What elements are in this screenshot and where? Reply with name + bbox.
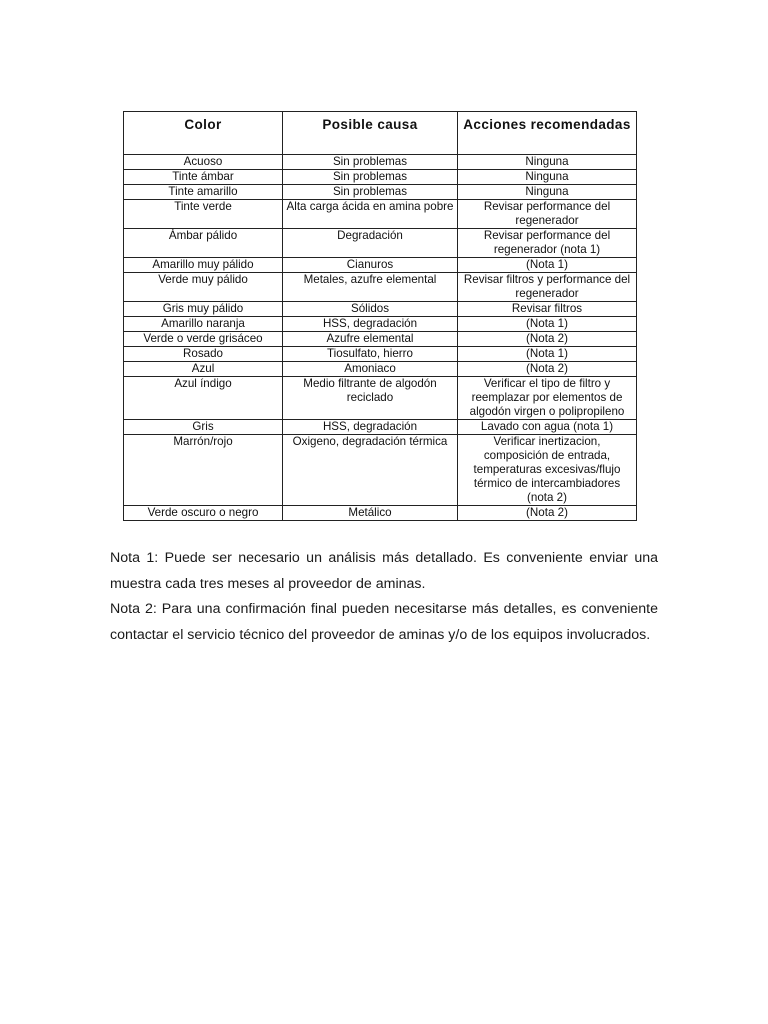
cell-color: Gris muy pálido	[124, 302, 283, 317]
table-row	[124, 170, 637, 185]
cell-cause: Degradación	[283, 229, 458, 258]
table-row	[124, 302, 637, 317]
table-row	[124, 377, 637, 420]
header-possible-cause: Posible causa	[283, 112, 458, 155]
table-row	[124, 273, 637, 302]
cell-cause: HSS, degradación	[283, 317, 458, 332]
table-row	[124, 200, 637, 229]
table-row	[124, 347, 637, 362]
cell-color: Verde muy pálido	[124, 273, 283, 302]
cell-action: (Nota 1)	[458, 258, 637, 273]
cell-cause: Oxigeno, degradación térmica	[283, 435, 458, 506]
cell-color: Ámbar pálido	[124, 229, 283, 258]
cell-color: Tinte amarillo	[124, 185, 283, 200]
table-row	[124, 229, 637, 258]
cell-action: Verificar inertizacion, composición de entrada, temperaturas excesivas/flujo térmico de intercambiadores (nota 2)	[458, 435, 637, 506]
cell-action: Revisar performance del regenerador (nota 1)	[458, 229, 637, 258]
cell-color: Amarillo naranja	[124, 317, 283, 332]
table-row	[124, 435, 637, 506]
cell-color: Azul	[124, 362, 283, 377]
note-1: Nota 1: Puede ser necesario un análisis más detallado. Es conveniente enviar una muestra cada tres meses al proveedor de aminas.	[110, 550, 658, 592]
cell-action: (Nota 2)	[458, 362, 637, 377]
table-row	[124, 506, 637, 521]
header-color: Color	[124, 112, 283, 155]
cell-color: Gris	[124, 420, 283, 435]
cell-color: Marrón/rojo	[124, 435, 283, 506]
table-row	[124, 185, 637, 200]
cell-cause: Medio filtrante de algodón reciclado	[283, 377, 458, 420]
cell-color: Acuoso	[124, 155, 283, 170]
cell-cause: Azufre elemental	[283, 332, 458, 347]
table-row	[124, 317, 637, 332]
table-row	[124, 362, 637, 377]
cell-color: Verde oscuro o negro	[124, 506, 283, 521]
cell-cause: Sin problemas	[283, 170, 458, 185]
cell-color: Tinte verde	[124, 200, 283, 229]
cell-color: Rosado	[124, 347, 283, 362]
cell-color: Verde o verde grisáceo	[124, 332, 283, 347]
cell-cause: Metales, azufre elemental	[283, 273, 458, 302]
table-header-row	[124, 112, 637, 155]
cell-action: Revisar filtros y performance del regenerador	[458, 273, 637, 302]
cell-cause: Tiosulfato, hierro	[283, 347, 458, 362]
cell-action: Ninguna	[458, 170, 637, 185]
table-row	[124, 332, 637, 347]
cell-action: Lavado con agua (nota 1)	[458, 420, 637, 435]
cell-action: Ninguna	[458, 155, 637, 170]
cell-color: Tinte ámbar	[124, 170, 283, 185]
note-2: Nota 2: Para una confirmación final pueden necesitarse más detalles, es conveniente contactar el servicio técnico del proveedor de aminas y/o de los equipos involucrados.	[110, 601, 658, 643]
cell-color: Amarillo muy pálido	[124, 258, 283, 273]
cell-cause: Sin problemas	[283, 185, 458, 200]
cell-action: (Nota 1)	[458, 317, 637, 332]
cell-action: (Nota 2)	[458, 332, 637, 347]
table-row	[124, 155, 637, 170]
table-row	[124, 420, 637, 435]
cell-cause: Alta carga ácida en amina pobre	[283, 200, 458, 229]
cell-action: Ninguna	[458, 185, 637, 200]
cell-action: Verificar el tipo de filtro y reemplazar por elementos de algodón virgen o polipropileno	[458, 377, 637, 420]
table-row	[124, 258, 637, 273]
cell-cause: Metálico	[283, 506, 458, 521]
cell-cause: Amoniaco	[283, 362, 458, 377]
cell-cause: Sólidos	[283, 302, 458, 317]
cell-action: (Nota 1)	[458, 347, 637, 362]
cell-color: Azul índigo	[124, 377, 283, 420]
cell-cause: HSS, degradación	[283, 420, 458, 435]
cell-cause: Cianuros	[283, 258, 458, 273]
notes-section	[110, 546, 658, 648]
amine-color-table	[123, 111, 637, 521]
cell-action: Revisar performance del regenerador	[458, 200, 637, 229]
cell-action: Revisar filtros	[458, 302, 637, 317]
cell-action: (Nota 2)	[458, 506, 637, 521]
cell-cause: Sin problemas	[283, 155, 458, 170]
header-recommended-actions: Acciones recomendadas	[458, 112, 637, 155]
